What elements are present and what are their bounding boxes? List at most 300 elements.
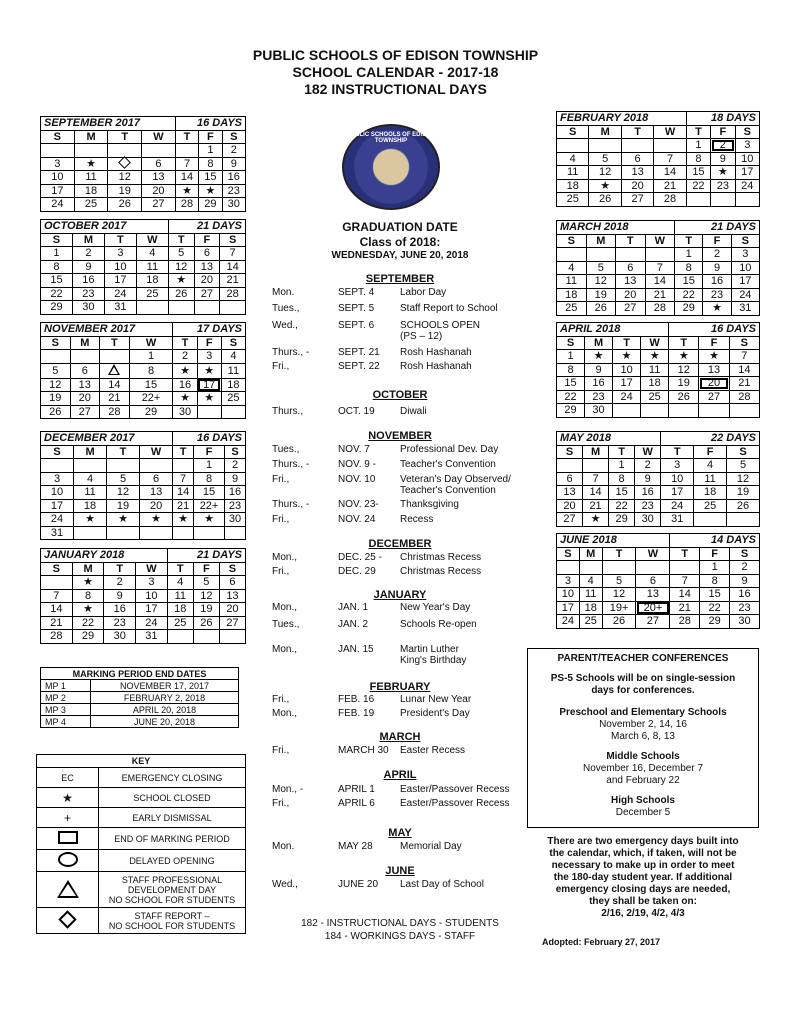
calendar-day: 4 [74,472,107,486]
holiday-day: Mon. [272,841,295,852]
calendar-day [70,350,100,364]
weekday-header: S [727,445,760,459]
calendar-day: 27 [142,198,176,212]
calendar-day [557,139,589,153]
weekday-header: F [199,130,222,144]
calendar-day: 9 [222,157,245,171]
calendar-day: 30 [173,405,197,419]
calendar-day: 7 [175,157,198,171]
calendar-day: 4 [694,459,727,473]
calendar-day: 9 [72,260,104,274]
calendar-day: 26 [41,405,71,419]
weekday-header: M [583,445,609,459]
holiday-date: NOV. 23- [338,499,379,510]
holiday-month-october: OCTOBER [372,389,428,401]
calendar-day: 22 [700,601,730,615]
calendar-day [108,144,142,158]
holiday-event: (PS – 12) [400,331,443,342]
calendar-day: 24 [104,287,136,301]
calendar-day: 22+ [129,392,173,406]
calendar-day: 4 [557,152,589,166]
calendar-day: 12 [602,588,636,602]
holiday-date: JAN. 15 [338,644,374,655]
calendar-day: 9 [104,589,136,603]
holiday-date: NOV. 24 [338,514,376,525]
calendar-day [729,404,759,418]
holiday-event: Teacher's Convention [400,485,496,496]
holiday-event: Easter/Passover Recess [400,798,510,809]
weekday-header: S [222,130,245,144]
calendar-day: 22 [72,616,104,630]
calendar-day: 29 [557,404,585,418]
holiday-day: Mon., [272,708,298,719]
calendar-day: 10 [731,261,759,275]
mp-label: MP 1 [41,680,91,692]
mp-label: MP 2 [41,692,91,704]
calendar-day-staff-dev [100,363,130,378]
calendar-day [557,248,587,262]
mp-date: JUNE 20, 2018 [91,716,239,728]
calendar-day: 18 [641,377,669,391]
calendar-day [686,193,710,207]
calendar-day [167,630,193,644]
holiday-month-june: JUNE [385,865,415,877]
ptc-elementary-dates-2: March 6, 8, 13 [611,731,675,742]
weekday-header: T [602,547,636,561]
calendar-day: 6 [219,576,245,590]
calendar-day: 15 [199,171,222,185]
calendar-day: 23 [635,499,661,513]
weekday-header: S [225,445,246,459]
weekday-header: M [72,233,104,247]
calendar-day: 4 [557,261,587,275]
calendar-day [74,526,107,540]
weekday-header: S [557,445,583,459]
calendar-day [613,404,641,418]
month-name: OCTOBER 2017 [41,220,169,234]
calendar-day: 6 [140,472,173,486]
calendar-day: 18 [694,486,727,500]
calendar-day: 20 [70,392,100,406]
ptc-title: PARENT/TEACHER CONFERENCES [557,653,729,664]
holiday-day: Fri., [272,745,290,756]
calendar-day: 19 [586,288,616,302]
calendar-day: 19 [108,184,142,198]
holiday-date: SEPT. 6 [338,320,375,331]
weekday-header: T [173,445,194,459]
key-circle-label: DELAYED OPENING [99,850,246,872]
calendar-day: 20 [621,179,653,193]
calendar-day: 18 [74,184,108,198]
calendar-day [41,144,75,158]
holiday-month-april: APRIL [383,769,417,781]
holiday-day: Thurs., [272,406,304,417]
weekday-header: T [661,445,694,459]
calendar-day: 5 [107,472,140,486]
calendar-day: 27 [194,287,220,301]
calendar-day: 22+ [194,499,225,513]
holiday-event: Schools Re-open [400,619,477,630]
calendar-day: 5 [589,152,621,166]
calendar-day: 11 [74,171,108,185]
holiday-day: Fri., [272,474,290,485]
weekday-header: F [711,125,735,139]
calendar-day: 17 [613,377,641,391]
calendar-day: 2 [711,139,735,153]
calendar-day: 10 [557,588,580,602]
calendar-day-staff-report [108,157,142,171]
calendar-day: 14 [100,378,130,392]
ptc-elementary-dates-1: November 2, 14, 16 [599,719,687,730]
marking-period-title: MARKING PERIOD END DATES [41,668,239,680]
calendar-day: 1 [700,561,730,575]
calendar-day: 3 [104,247,136,261]
month-name: DECEMBER 2017 [41,432,173,446]
calendar-day: 7 [173,472,194,486]
calendar-day: 28 [729,390,759,404]
holiday-date: DEC. 25 - [338,552,382,563]
weekday-header: S [557,234,587,248]
weekday-header: S [557,336,585,350]
calendar-day: 3 [136,576,168,590]
holiday-month-march: MARCH [379,731,421,743]
calendar-day: ★ [583,513,609,527]
holiday-day: Thurs., - [272,499,310,510]
key-diamond-label: STAFF REPORT – NO SCHOOL FOR STUDENTS [99,908,246,934]
weekday-header: S [735,125,759,139]
calendar-day: 9 [703,261,731,275]
calendar-day [602,561,636,575]
calendar-day: 28 [220,287,246,301]
holiday-date: DEC. 29 [338,566,376,577]
calendar-day: 23 [703,288,731,302]
calendar-day: 17 [197,378,221,392]
key-plus-label: EARLY DISMISSAL [99,808,246,828]
calendar-day: 15 [686,166,710,180]
weekday-header: T [686,125,710,139]
month-day-count: 17 DAYS [173,323,246,337]
calendar-day: 14 [645,275,675,289]
calendar-day: 14 [583,486,609,500]
holiday-month-may: MAY [388,827,412,839]
calendar-day: 13 [636,588,670,602]
weekday-header: W [645,234,675,248]
weekday-header: S [730,547,760,561]
calendar-day: 16 [730,588,760,602]
calendar-day [670,561,700,575]
holiday-event: Easter/Passover Recess [400,784,510,795]
calendar-day: 24 [731,288,759,302]
weekday-header: S [219,562,245,576]
calendar-day [669,404,699,418]
calendar-day: 14 [173,486,194,500]
calendar-day: 11 [136,260,168,274]
calendar-day: 28 [175,198,198,212]
calendar-day: ★ [72,603,104,617]
calendar-day: 19+ [602,601,636,615]
calendar-day: 20+ [636,601,670,615]
calendar-day: 8 [686,152,710,166]
holiday-event: Rosh Hashanah [400,347,472,358]
calendar-day [74,459,107,473]
weekday-header: W [140,445,173,459]
key-star-icon: ★ [37,788,99,808]
calendar-day: 22 [686,179,710,193]
calendar-day: ★ [173,513,194,527]
calendar-day: 19 [107,499,140,513]
weekday-header: S [731,234,759,248]
calendar-day [175,144,198,158]
calendar-day: 15 [41,274,73,288]
weekday-header: S [41,130,75,144]
calendar-day: 31 [41,526,74,540]
graduation-date: WEDNESDAY, JUNE 20, 2018 [331,250,469,261]
calendar-day: 24 [735,179,759,193]
calendar-day: 18 [167,603,193,617]
calendar-day [41,350,71,364]
ptc-high-dates: December 5 [615,807,671,818]
calendar-day: 12 [669,363,699,377]
calendar-day: 10 [735,152,759,166]
calendar-day: 9 [711,152,735,166]
calendar-day: 2 [703,248,731,262]
holiday-day: Thurs., - [272,347,310,358]
holiday-date: SEPT. 5 [338,303,375,314]
calendar-day: 12 [168,260,194,274]
calendar-day: 15 [194,486,225,500]
calendar-day: 27 [621,193,653,207]
holiday-day: Fri., [272,361,290,372]
key-rect-label: END OF MARKING PERIOD [99,828,246,850]
calendar-day: 7 [645,261,675,275]
calendar-day: 5 [193,576,219,590]
calendar-day: 11 [557,275,587,289]
calendar-day: 8 [129,363,173,378]
calendar-day: 25 [74,198,108,212]
calendar-day: 20 [699,377,729,391]
key-star-label: SCHOOL CLOSED [99,788,246,808]
calendar-day: 25 [557,302,587,316]
holiday-event: Veteran's Day Observed/ [400,474,511,485]
calendar-january-2018 [40,548,246,644]
calendar-day: 20 [194,274,220,288]
calendar-day: 18 [221,378,245,392]
calendar-day: 5 [168,247,194,261]
weekday-header: T [100,336,130,350]
holiday-date: JAN. 1 [338,602,369,613]
header-line-1: PUBLIC SCHOOLS OF EDISON TOWNSHIP [252,47,539,63]
holiday-day: Mon., [272,602,298,613]
calendar-day: 6 [621,152,653,166]
header-line-2: SCHOOL CALENDAR - 2017-18 [292,64,499,80]
district-seal-text: PUBLIC SCHOOLS OF EDISON TOWNSHIP [346,132,436,144]
weekday-header: M [579,547,602,561]
calendar-day: ★ [711,166,735,180]
month-name: JUNE 2018 [557,534,670,548]
calendar-day: 15 [700,588,730,602]
weekday-header: F [194,445,225,459]
calendar-day: ★ [641,350,669,364]
calendar-day: 30 [222,198,245,212]
calendar-day: 13 [616,275,646,289]
calendar-day: 1 [194,459,225,473]
calendar-day: 3 [557,574,580,588]
calendar-day: 30 [635,513,661,527]
holiday-event: President's Day [400,708,470,719]
calendar-day: 21 [41,616,73,630]
month-name: FEBRUARY 2018 [557,112,687,126]
calendar-day: 13 [219,589,245,603]
holiday-date: SEPT. 22 [338,361,380,372]
calendar-day: 22 [675,288,703,302]
calendar-day: 26 [586,302,616,316]
calendar-day: 1 [609,459,635,473]
calendar-day [557,561,580,575]
calendar-day: 15 [129,378,173,392]
calendar-day: 27 [557,513,583,527]
calendar-day: 26 [108,198,142,212]
calendar-day: 5 [602,574,636,588]
ptc-note-2: days for conferences. [591,685,695,696]
calendar-day: 11 [221,363,245,378]
calendar-day: ★ [168,274,194,288]
weekday-header: W [136,562,168,576]
calendar-day: 19 [669,377,699,391]
calendar-day: 6 [557,472,583,486]
calendar-day: 25 [694,499,727,513]
calendar-day: 31 [136,630,168,644]
parent-teacher-conferences [527,648,759,828]
calendar-day: 14 [729,363,759,377]
calendar-day: 2 [222,144,245,158]
calendar-day [727,513,760,527]
calendar-day: 18 [557,179,589,193]
weekday-header: T [175,130,198,144]
weekday-header: M [74,445,107,459]
holiday-event: Lunar New Year [400,694,472,705]
holiday-event: Christmas Recess [400,552,482,563]
calendar-day: ★ [669,350,699,364]
header-line-3: 182 INSTRUCTIONAL DAYS [304,81,487,97]
calendar-day: 27 [616,302,646,316]
holiday-event: Labor Day [400,287,447,298]
calendar-day: 17 [41,184,75,198]
calendar-day: 20 [616,288,646,302]
holiday-month-january: JANUARY [373,589,427,601]
holiday-event: Last Day of School [400,879,484,890]
holiday-event: Thanksgiving [400,499,459,510]
calendar-day: 5 [41,363,71,378]
calendar-day: 24 [41,513,74,527]
calendar-day: ★ [194,513,225,527]
calendar-day [74,144,108,158]
key-ec-symbol: EC [37,768,99,788]
calendar-day: 3 [41,157,75,171]
calendar-day: 3 [197,350,221,364]
calendar-day: 19 [193,603,219,617]
calendar-day: 30 [585,404,613,418]
calendar-day: 2 [173,350,197,364]
calendar-day: 28 [645,302,675,316]
calendar-day: 8 [700,574,730,588]
calendar-day: 12 [193,589,219,603]
calendar-day: 27 [219,616,245,630]
ptc-middle-title: Middle Schools [606,751,680,762]
calendar-day: 3 [661,459,694,473]
holiday-date: SEPT. 4 [338,287,375,298]
holiday-date: NOV. 7 [338,444,370,455]
calendar-day: 25 [221,392,245,406]
holiday-month-september: SEPTEMBER [365,273,435,285]
holiday-month-december: DECEMBER [368,538,432,550]
weekday-header: T [616,234,646,248]
calendar-day: 15 [557,377,585,391]
calendar-day [583,459,609,473]
month-day-count: 16 DAYS [175,117,245,131]
calendar-day: 16 [173,378,197,392]
calendar-day: 21 [729,377,759,391]
calendar-day [557,459,583,473]
calendar-day: 8 [72,589,104,603]
calendar-day: 28 [670,615,700,629]
holiday-day: Mon., [272,644,298,655]
triangle-icon [108,364,120,375]
calendar-day: 2 [730,561,760,575]
calendar-day: 20 [142,184,176,198]
calendar-day [621,139,653,153]
calendar-day: 13 [194,260,220,274]
calendar-day: 23 [585,390,613,404]
calendar-day: 16 [585,377,613,391]
weekday-header: T [675,234,703,248]
calendar-day: ★ [703,302,731,316]
weekday-header: W [641,336,669,350]
key-triangle-icon [57,880,79,898]
calendar-day: 24 [136,616,168,630]
calendar-day [100,350,130,364]
instructional-days-total: 182 - INSTRUCTIONAL DAYS - STUDENTS [301,918,499,929]
calendar-day: 1 [199,144,222,158]
weekday-header: M [74,130,108,144]
calendar-day: 30 [730,615,760,629]
calendar-day: 21 [173,499,194,513]
calendar-day [194,526,225,540]
diamond-icon [118,156,131,169]
calendar-day [735,193,759,207]
month-day-count: 21 DAYS [168,220,245,234]
calendar-day: 16 [703,275,731,289]
calendar-day: 8 [41,260,73,274]
calendar-day: 4 [167,576,193,590]
calendar-day: 14 [670,588,700,602]
weekday-header: T [669,336,699,350]
calendar-day: 6 [194,247,220,261]
calendar-day: 21 [645,288,675,302]
calendar-day: 25 [579,615,602,629]
holiday-event: Professional Dev. Day [400,444,499,455]
calendar-day [41,576,73,590]
calendar-day: 14 [41,603,73,617]
calendar-day: 19 [727,486,760,500]
calendar-day [586,248,616,262]
calendar-october-2017 [40,219,246,315]
calendar-day [168,301,194,315]
calendar-day: 15 [609,486,635,500]
calendar-day: 16 [104,603,136,617]
weekday-header: T [104,562,136,576]
calendar-day: 13 [557,486,583,500]
calendar-day: 8 [675,261,703,275]
